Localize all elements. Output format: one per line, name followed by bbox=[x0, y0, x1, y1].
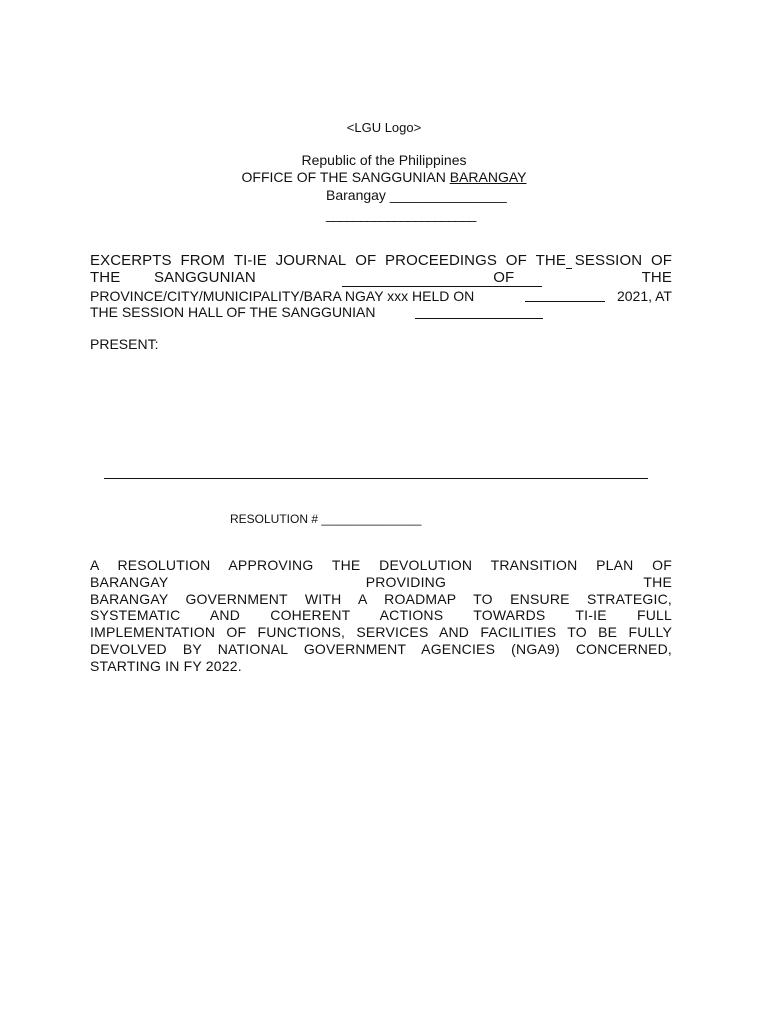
sanggunian-blank-line bbox=[342, 286, 542, 287]
session-hall-blank-line bbox=[415, 318, 543, 319]
resolution-title-line: BARANGAY GOVERNMENT WITH A ROADMAP TO ENSURE STRATEGIC, bbox=[90, 590, 672, 607]
heading-word: OF bbox=[505, 252, 527, 269]
heading-tick bbox=[566, 268, 572, 269]
resolution-title-line: A RESOLUTION APPROVING THE DEVOLUTION TRANSITION PLAN OF bbox=[90, 557, 672, 573]
resolution-title-line: STARTING IN FY 2022. bbox=[90, 657, 242, 674]
resolution-title bbox=[90, 557, 672, 675]
office-barangay: BARANGAY bbox=[449, 169, 527, 185]
resolution-title-line: IMPLEMENTATION OF FUNCTIONS, SERVICES AND FACILITIES TO BE FULLY bbox=[90, 624, 672, 641]
office-prefix: OFFICE OF THE SANGGUNIAN bbox=[241, 169, 450, 185]
heading-word: EXCERPTS bbox=[90, 252, 172, 269]
held-on-blank-line bbox=[525, 301, 605, 302]
resolution-title-line: SYSTEMATIC AND COHERENT ACTIONS TOWARDS TI-IE FULL bbox=[90, 607, 672, 624]
resolution-title-line: DEVOLVED BY NATIONAL GOVERNMENT AGENCIES (NGA9) CONCERNED, bbox=[90, 640, 672, 657]
session-hall-line: THE SESSION HALL OF THE SANGGUNIAN bbox=[90, 304, 376, 320]
journal-heading-line-2 bbox=[90, 269, 672, 286]
office-heading bbox=[0, 169, 768, 185]
year-text: 2021, AT bbox=[616, 288, 672, 304]
barangay-blank-line: ______________________ bbox=[326, 206, 476, 222]
heading-word: SESSION bbox=[574, 252, 643, 269]
heading-word: OF bbox=[493, 269, 515, 286]
resolution-title-line: BARANGAY PROVIDING THE bbox=[90, 573, 672, 590]
heading-word: OF bbox=[650, 252, 672, 269]
heading-word: THE bbox=[535, 252, 566, 269]
republic-heading: Republic of the Philippines bbox=[301, 152, 467, 168]
heading-word: SANGGUNIAN bbox=[154, 269, 256, 286]
divider-line bbox=[104, 478, 648, 479]
present-label: PRESENT: bbox=[90, 336, 159, 352]
heading-word: TI-IE bbox=[233, 252, 267, 269]
heading-word: THE bbox=[90, 269, 121, 286]
journal-heading-line-1 bbox=[90, 252, 672, 269]
heading-word: FROM bbox=[180, 252, 226, 269]
heading-word: OF bbox=[355, 252, 377, 269]
barangay-field: Barangay _______________ bbox=[326, 187, 507, 203]
lgu-logo-placeholder: <LGU Logo> bbox=[346, 120, 422, 135]
province-held-on-text: PROVINCE/CITY/MUNICIPALITY/BARA NGAY xxx HELD ON bbox=[90, 288, 475, 304]
heading-word: PROCEEDINGS bbox=[385, 252, 497, 269]
heading-word: THE bbox=[641, 269, 672, 286]
resolution-number: RESOLUTION # _______________ bbox=[230, 512, 422, 526]
heading-word: JOURNAL bbox=[275, 252, 347, 269]
